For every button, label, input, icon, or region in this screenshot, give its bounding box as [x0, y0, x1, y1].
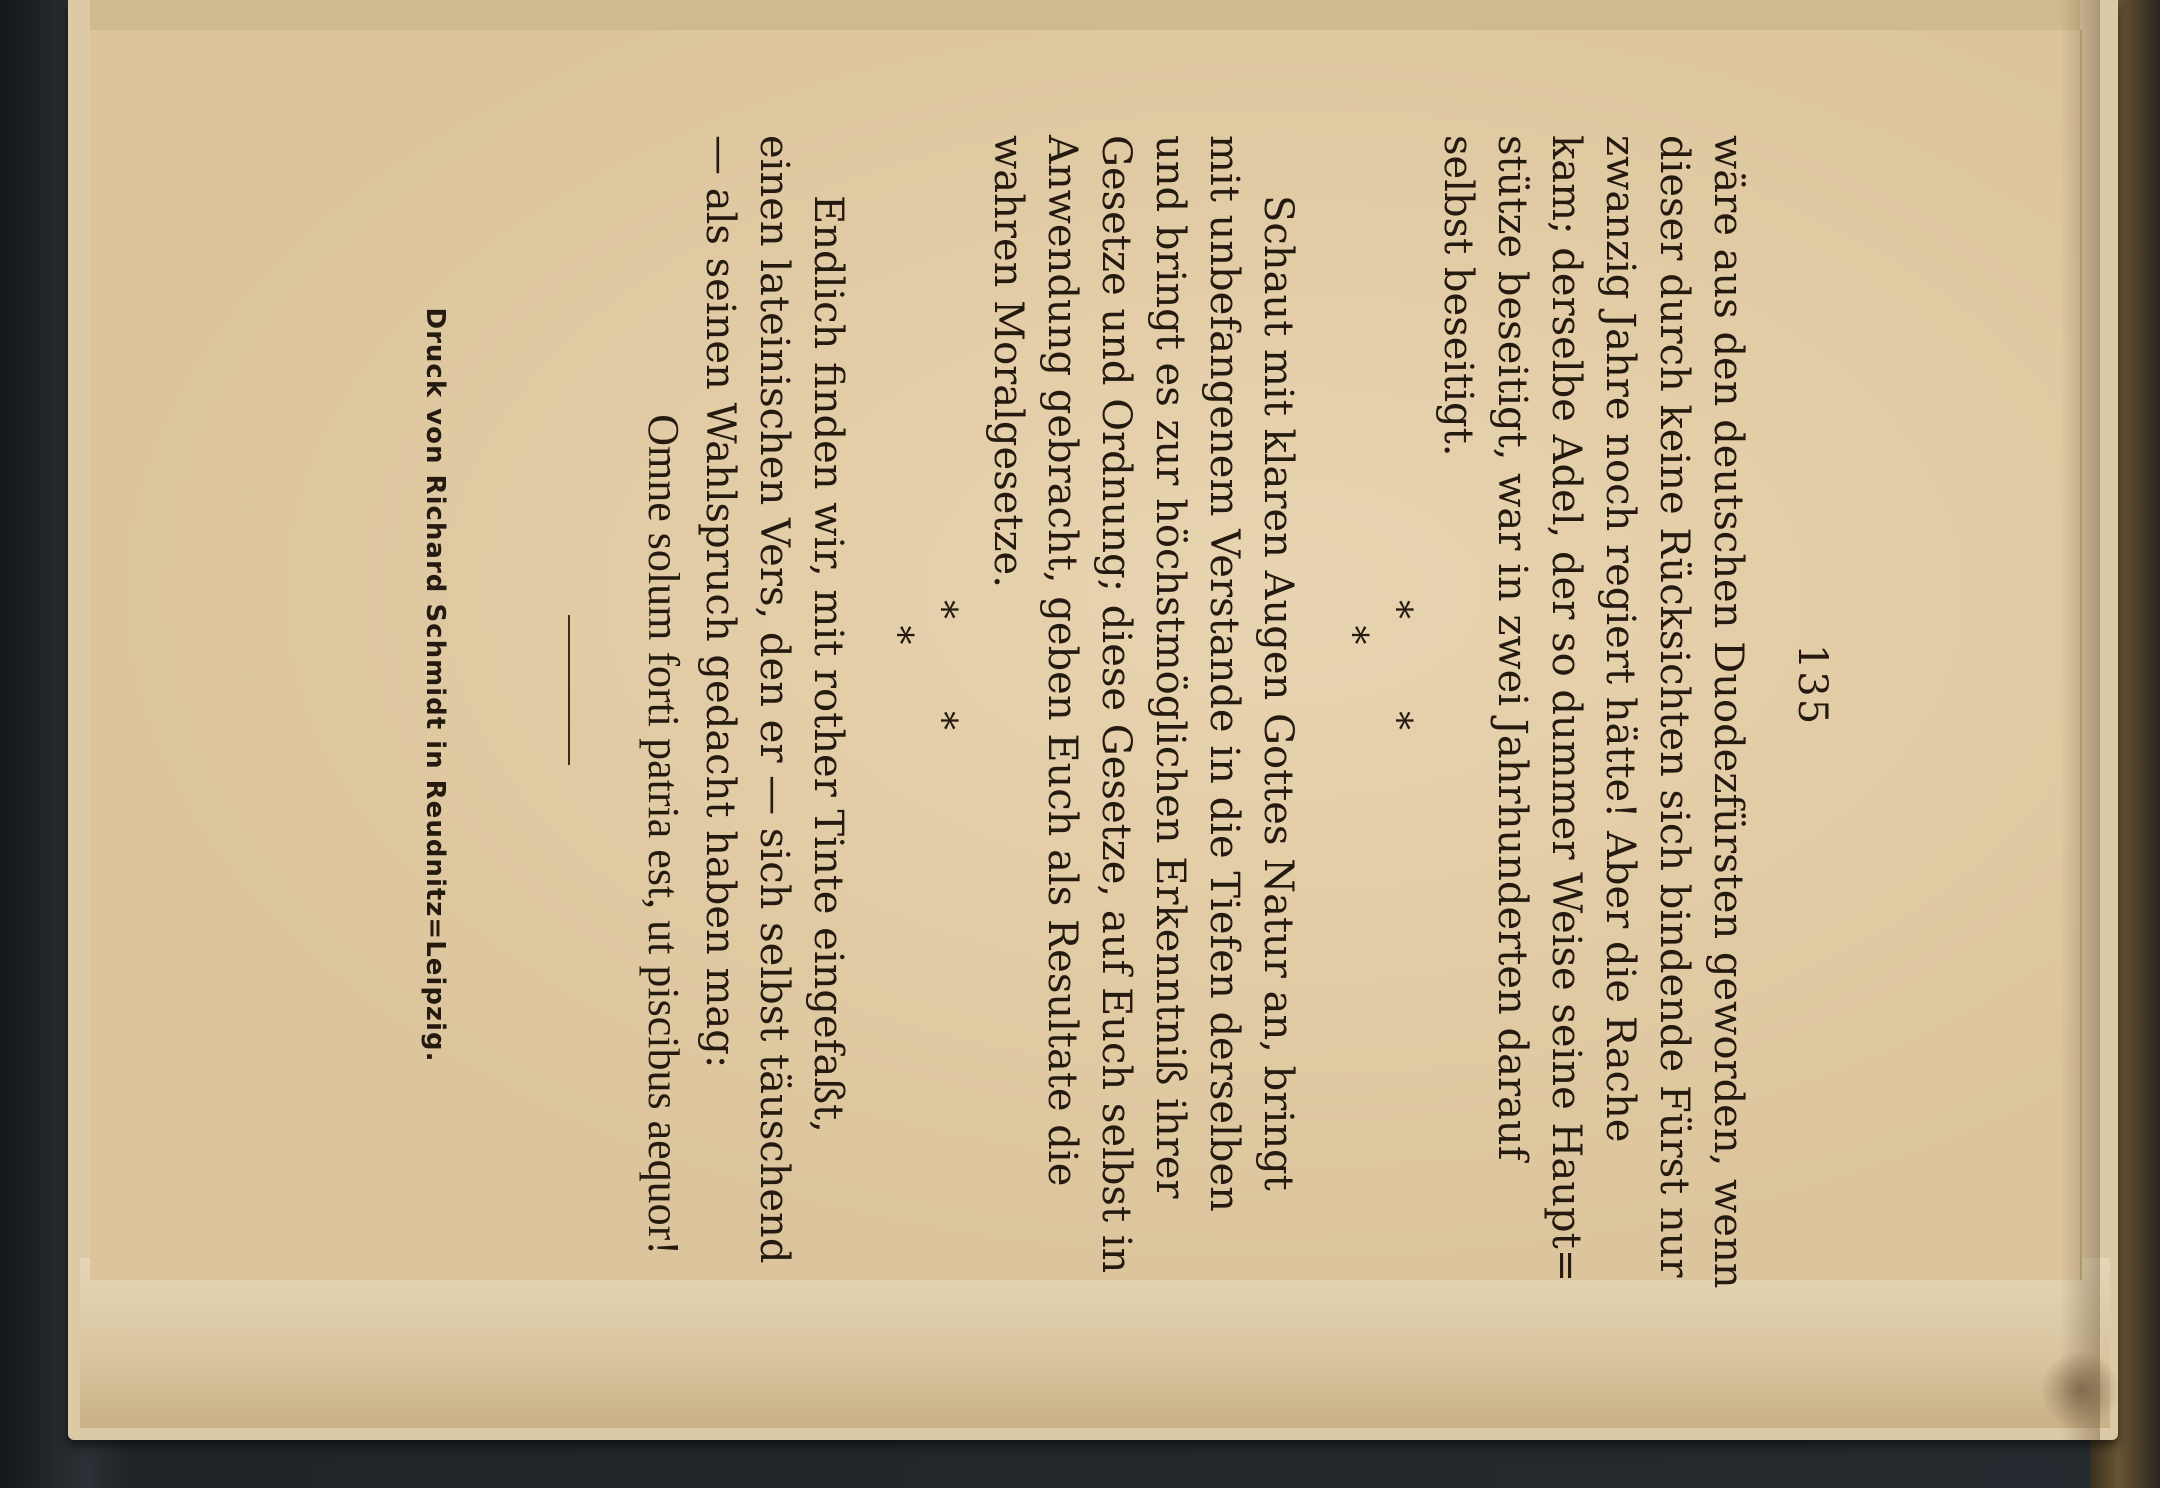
separator-star: *	[1332, 625, 1376, 685]
corner-stain	[2040, 1350, 2120, 1430]
text-line: Gesetze und Ordnung; diese Gesetze, auf Euch selbst in	[1093, 135, 1139, 1274]
separator-stars: * *	[1376, 599, 1420, 771]
paragraph-3	[693, 135, 855, 1264]
text-line: kam; derselbe Adel, der so dummer Weise seine Haupt=	[1543, 135, 1589, 1283]
text-line: und bringt es zur höchstmöglichen Erkenntniß ihrer	[1147, 135, 1193, 1199]
text-line: dieser durch keine Rücksichten sich bindende Fürst nur	[1651, 135, 1697, 1278]
text-line: zwanzig Jahre noch regiert hätte! Aber die Rache	[1597, 135, 1643, 1143]
separator-star: *	[877, 625, 921, 685]
printer-imprint: Druck von Richard Schmidt in Reudnitz=Leipzig.	[420, 307, 450, 1063]
paragraph-1	[1431, 135, 1755, 1289]
paragraph-2	[981, 135, 1305, 1274]
gutter-shadow	[2060, 0, 2100, 1440]
page-margin-strip	[90, 0, 2080, 30]
text-line: selbst beseitigt.	[1435, 135, 1481, 457]
section-separator-1	[1332, 95, 1420, 1275]
text-line: wahren Moralgesetze.	[985, 135, 1031, 588]
text-line: Endlich finden wir, mit rother Tinte eingefaßt,	[805, 195, 851, 1133]
text-line: mit unbefangenem Verstande in die Tiefen derselben	[1201, 135, 1247, 1212]
text-line: Schaut mit klaren Augen Gottes Natur an, bringt	[1255, 195, 1301, 1191]
text-line: stütze beseitigt, war in zwei Jahrhunderten darauf	[1489, 135, 1535, 1161]
page-edges	[80, 1258, 2110, 1428]
page-text-block	[245, 95, 1845, 1289]
separator-stars: * *	[921, 599, 965, 771]
latin-motto: Omne solum forti patria est, ut piscibus aequor!	[639, 414, 688, 1255]
text-line: Anwendung gebracht, geben Euch als Resultate die	[1039, 135, 1085, 1187]
section-separator-2	[877, 95, 965, 1275]
closing-rule	[568, 615, 570, 765]
text-line: wäre aus den deutschen Duodezfürsten geworden, wenn	[1705, 135, 1751, 1289]
text-line: einen lateinischen Vers, den er — sich selbst täuschend	[751, 135, 797, 1264]
page-number: 135	[1789, 643, 1835, 727]
text-line: — als seinen Wahlspruch gedacht haben mag:	[697, 135, 743, 1069]
